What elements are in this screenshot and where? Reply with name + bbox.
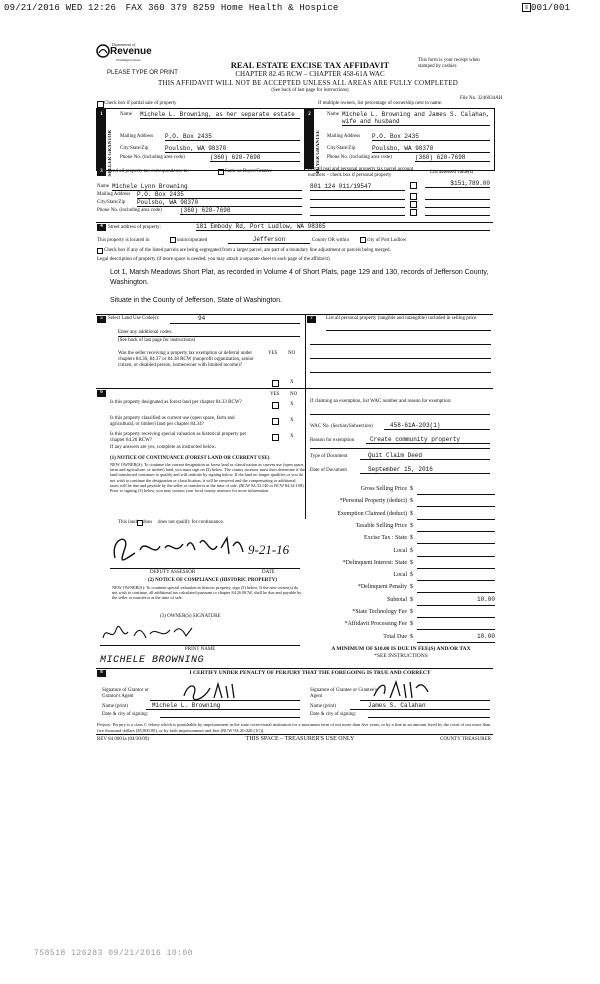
grantee-name: James S. Calahan — [350, 702, 490, 710]
partial-sale-checkbox[interactable] — [97, 101, 104, 108]
same-as-buyer-checkbox[interactable] — [218, 169, 224, 175]
form-chapter: CHAPTER 82.45 RCW – CHAPTER 458-61A WAC — [235, 70, 385, 78]
tax-row-value — [417, 583, 495, 593]
tax-row-label: *Delinquent Interest: State — [342, 559, 407, 566]
seller-city-label: City/State/Zip — [120, 146, 149, 151]
tax-row — [305, 570, 505, 581]
tax-row-value — [417, 485, 495, 495]
section-3-number: 3 — [97, 169, 106, 176]
seller-vertical-label: SELLER GRANTOR — [108, 130, 113, 177]
unincorporated-checkbox[interactable] — [170, 237, 176, 243]
this-land-label: This land — [118, 520, 137, 525]
tax-row-currency: $ — [410, 572, 413, 579]
send-mailing: P.O. Box 2435 — [137, 191, 302, 199]
owner-printed-name: MICHELE BROWNING — [100, 655, 205, 666]
tax-row-value: 10.00 — [417, 596, 495, 606]
additional-codes-label: Enter any additional codes: — [118, 330, 300, 337]
parcel-number: 801 124 011/19547 — [310, 183, 405, 191]
certify-statement: I CERTIFY UNDER PENALTY OF PERJURY THAT THE FOREGOING IS TRUE AND CORRECT — [189, 670, 431, 676]
tax-row — [305, 632, 505, 643]
buyer-name-label: Name — [327, 112, 339, 117]
document-type: Quit Claim Deed — [360, 452, 490, 460]
tax-row-currency: $ — [410, 596, 413, 603]
forest-land-question: Is this property designated as forest land per chapter 84.33 RCW? — [110, 400, 242, 405]
legal-description: Lot 1, Marsh Meadows Short Plat, as recorded in Volume 4 of Short Plats, page 129 and 130, records of Jefferson County, Washington. — [110, 269, 489, 286]
buyer-city: Poulsbo, WA 98370 — [372, 145, 490, 153]
tax-row-label: Local — [393, 547, 407, 554]
notice-continuance-title: (1) NOTICE OF CONTINUANCE (FOREST LAND OR CURRENT USE) — [110, 456, 270, 461]
send-city-label: City/State/Zip — [97, 200, 126, 205]
not-accepted-warning: THIS AFFIDAVIT WILL NOT BE ACCEPTED UNLESS ALL AREAS ARE FULLY COMPLETED — [157, 79, 458, 87]
perjury-statement: Perjury: Perjury is a class C felony which is punishable by imprisonment in the state correctional institution for a maximum term of not more than five years, or by a fine in an amount fixed by the court of not more than five thousand dollars ($5,000.00), or by both imprisonment and fine (RCW 9A.20.020 (1C)). — [97, 722, 491, 733]
notice-continuance-text: NEW OWNER(S): To continue the current designation as forest land or classification as current use (open space, farm and agriculture, or timber) land, you must sign on (3) below. The county assessor must then determine if the land transferred continues to qualify and will indicate by signing below. If the land no longer qualifies or you do not wish to continue the designation or classification, it will be removed and the compensating or additional taxes will be due and payable by the seller or transferor at the time of sale. (RCW 84.33.140 or RCW 84.34.108). Prior to signing (3) below, you may contact your local county assessor for more information. — [110, 462, 305, 494]
tax-row-currency: $ — [410, 621, 413, 628]
assessor-date-label: DATE — [262, 570, 275, 575]
owner-signature — [100, 620, 200, 644]
tax-row-currency: $ — [410, 609, 413, 615]
section6-no: NO — [290, 392, 298, 397]
tax-row-currency: $ — [410, 486, 413, 492]
street-label: Street address of property: — [108, 225, 161, 230]
section-8-number: 8 — [97, 670, 106, 677]
tax-row — [305, 521, 505, 532]
county-or-within: County OR within — [312, 238, 349, 243]
send-phone: (360) 620-7698 — [180, 207, 302, 215]
section5-yes: YES — [268, 351, 278, 356]
doc-type-label: Type of Document — [310, 454, 348, 459]
seller-city: Poulsbo, WA 98370 — [165, 145, 300, 153]
buyer-mailing-label: Mailing Address — [327, 134, 361, 139]
tax-row-label: Taxable Selling Price — [355, 522, 407, 529]
current-use-yes-checkbox[interactable] — [272, 418, 279, 425]
parcel-header: List all real and personal property tax parcel account numbers – check box if personal property — [308, 167, 414, 178]
assessor-sign-date: 9-21-16 — [248, 542, 290, 557]
treasurer-use: THIS SPACE – TREASURER'S USE ONLY — [245, 736, 355, 742]
send-name-label: Name — [97, 184, 109, 189]
logo-line1: Department of — [112, 42, 136, 47]
county-name: Jefferson — [228, 236, 310, 244]
fax-org: Home Health & Hospice — [220, 3, 339, 13]
fax-header — [4, 3, 339, 13]
tax-row-currency: $ — [410, 547, 413, 554]
tax-row-currency: $ — [410, 633, 413, 640]
tax-row-label: Subtotal — [386, 596, 407, 603]
tax-row-value — [417, 547, 495, 557]
legal-situate: Situate in the County of Jefferson, State of Washington. — [110, 297, 282, 304]
exemption-question: Was the seller receiving a property tax exemption or deferral under chapters 84.36, 84.37 or 84.38 RCW (nonprofit organization, senior citizen, or disabled person, homeowner with limited income)? — [118, 351, 254, 368]
grantee-sig-label: Signature of Grantee or Grantee's Agent — [310, 688, 377, 699]
fax-date: 09/21/2016 — [4, 3, 61, 13]
tax-row-label: *Personal Property (deduct) — [339, 498, 407, 505]
tax-row-label: Excise Tax : State — [364, 535, 407, 542]
assessed-header: List assessed value(s) — [430, 170, 474, 175]
county-treasurer: COUNTY TREASURER — [440, 737, 491, 742]
seller-phone: (360) 620-7698 — [210, 154, 300, 162]
parcel-value: $151,789.00 — [425, 180, 490, 188]
seller-mailing: P.O. Box 2435 — [165, 133, 300, 141]
document-date: September 15, 2016 — [360, 466, 490, 474]
buyer-section-bar — [305, 109, 314, 169]
seller-mailing-label: Mailing Address — [120, 134, 154, 139]
logo-line3: Washington State — [116, 58, 141, 62]
wac-number: 458-61A-203(1) — [384, 422, 490, 430]
unincorporated-label: unincorporated — [177, 238, 208, 243]
seller-phone-label: Phone No. (including area code) — [120, 155, 185, 160]
answers-yes-note: If any answers are yes, complete as instructed below. — [110, 445, 217, 450]
tax-row-value — [417, 608, 495, 618]
fax-day: WED — [65, 3, 83, 13]
parcel-personal-checkbox-1[interactable] — [410, 182, 417, 189]
send-tax-label: Send all property tax correspondence to: — [108, 169, 189, 174]
seller-name: Michele L. Browning, as her separate estate — [140, 111, 300, 119]
city-of-label: city of Port Ludlow — [367, 238, 407, 243]
tax-row-value — [417, 571, 495, 581]
tax-row-value — [417, 522, 495, 532]
tax-row-label: Exemption Claimed (deduct) — [337, 510, 407, 517]
tax-row — [305, 484, 505, 495]
section5-answer: X — [290, 380, 294, 385]
seller-section-number: 1 — [100, 112, 103, 117]
grantor-sig-label: Signature of Grantor or Grantor's Agent — [102, 688, 149, 699]
minimum-due-note: A MINIMUM OF $10.00 IS DUE IN FEE(S) AND/OR TAX — [331, 646, 471, 652]
tax-row-currency: $ — [410, 510, 413, 517]
tax-row-value — [417, 620, 495, 630]
legal-description-label: Legal description of property (if more space is needed, you may attach a separate sheet to each page of the affidavit) — [97, 257, 330, 262]
tax-row-label: Total Due — [383, 633, 407, 640]
doc-date-label: Date of Document — [310, 468, 347, 473]
tax-row-label: Gross Selling Price — [360, 486, 407, 492]
tax-row — [305, 496, 505, 507]
land-use-label: Select Land Use Code(s): — [108, 316, 160, 321]
send-city: Poulsbo, WA 98370 — [137, 199, 302, 207]
buyer-section-number: 2 — [308, 112, 311, 117]
grantor-name: Michele L. Browning — [146, 702, 300, 710]
historic-no-mark: X — [290, 434, 294, 439]
fax-page: ≡ 001/001 — [522, 3, 570, 13]
section5-yes-checkbox[interactable] — [272, 380, 279, 387]
tax-row-currency: $ — [410, 535, 413, 542]
street-address: 181 Embody Rd, Port Ludlow, WA 98365 — [196, 223, 490, 231]
seller-section-bar — [97, 109, 106, 169]
personal-property-label: List all personal property (tangible and intangible) included in selling price. — [326, 316, 478, 321]
buyer-phone: (360) 620-7698 — [415, 154, 490, 162]
parcel-personal-checkbox-2[interactable] — [410, 193, 417, 200]
tax-row-label: *Affidavit Processing Fee — [344, 621, 407, 628]
exemption-reason: Create community property — [366, 436, 490, 444]
grantee-name-label: Name (print) — [310, 704, 336, 709]
forest-yes-checkbox[interactable] — [272, 402, 279, 409]
tax-row-value — [417, 559, 495, 569]
form-revision: REV 84 0001a (04/30/09) — [97, 737, 149, 742]
tax-row-label: *State Technology Fee — [352, 609, 407, 615]
grantor-name-label: Name (print) — [102, 704, 128, 709]
tax-row-currency: $ — [410, 498, 413, 505]
file-number: File No. 3246034AH — [460, 96, 503, 101]
tax-row — [305, 546, 505, 557]
tax-row-currency: $ — [410, 559, 413, 566]
tax-row-label: Local — [393, 572, 407, 579]
tax-row-label: *Delinquent Penalty — [357, 584, 407, 591]
print-name-label: PRINT NAME — [185, 647, 216, 652]
land-use-code: 94 — [198, 315, 206, 322]
does-not-label: does not qualify for continuance. — [158, 520, 224, 525]
current-use-no-mark: X — [290, 418, 294, 423]
tax-row — [305, 509, 505, 520]
historic-notice-title: (2) NOTICE OF COMPLIANCE (HISTORIC PROPERTY) — [148, 578, 277, 583]
grantor-date-label: Date & city of signing: — [102, 712, 149, 717]
tax-row — [305, 582, 505, 593]
tax-row — [305, 595, 505, 606]
section-6-number: 6 — [97, 390, 106, 397]
tax-row — [305, 607, 505, 618]
see-back-instructions: (See back of last page for instructions) — [271, 88, 349, 93]
see-instructions-note: *SEE INSTRUCTIONS — [374, 653, 428, 659]
fax-time: 12:26 — [88, 3, 117, 13]
buyer-phone-label: Phone No. (including area code) — [327, 155, 392, 160]
section5-no: NO — [288, 351, 296, 356]
located-label: This property is located in — [97, 238, 150, 243]
parcel-personal-checkbox-3[interactable] — [410, 201, 417, 208]
tax-row — [305, 533, 505, 544]
historic-yes-checkbox[interactable] — [272, 434, 279, 441]
section6-yes: YES — [270, 392, 280, 397]
section-7-number: 7 — [307, 316, 316, 323]
form-title: REAL ESTATE EXCISE TAX AFFIDAVIT — [230, 60, 390, 70]
tax-row-currency: $ — [410, 584, 413, 591]
section-4-number: 4 — [97, 224, 106, 231]
tax-row-value — [417, 510, 495, 520]
partial-sale-label: Check box if partial sale of property — [104, 101, 177, 106]
please-type: PLEASE TYPE OR PRINT — [107, 70, 178, 76]
same-as-buyer-label: Same as Buyer/Grantee — [225, 169, 273, 174]
grantor-signature — [180, 680, 250, 702]
parcel-personal-checkbox-4[interactable] — [410, 209, 417, 216]
seller-name-label: Name — [120, 112, 132, 117]
reason-label: Reason for exemption — [310, 438, 355, 443]
fax-page-number: 001/001 — [531, 3, 571, 13]
multiple-owners-note: If multiple owners, list percentage of ownership next to name. — [318, 101, 443, 106]
receipt-note: This form is your receipt when stamped by cashier. — [418, 58, 480, 69]
send-phone-label: Phone No. (including area code) — [97, 208, 162, 213]
wac-label: WAC No. (Section/Subsection) — [310, 424, 373, 429]
segregated-checkbox[interactable] — [97, 248, 103, 254]
tax-row-value — [417, 497, 495, 507]
section-5-number: 5 — [97, 316, 106, 323]
logo-icon — [96, 44, 110, 58]
exemption-claim-label: If claiming an exemption, list WAC number and reason for exemption: — [310, 399, 452, 404]
grantee-signature — [370, 678, 440, 702]
buyer-city-label: City/State/Zip — [327, 146, 356, 151]
logo-name: Revenue — [110, 46, 152, 57]
tax-row-currency: $ — [410, 522, 413, 529]
segregated-label: Check box if any of the listed parcels are being segregated from a larger parcel, are part of a boundary line adjustment or parcels being merged. — [104, 248, 391, 253]
tax-row — [305, 558, 505, 569]
fax-number: FAX 360 379 8259 — [125, 3, 216, 13]
buyer-vertical-label: BUYER GRANTEE — [316, 130, 321, 174]
section5-see-back: (See back of last page for instructions) — [118, 338, 196, 343]
deputy-assessor-label: DEPUTY ASSESSOR — [150, 570, 196, 575]
historic-notice-text: NEW OWNER(S): To continue special valuation as historic property, sign (3) below. If the new owner(s) do not wish to continue, all additional tax calculated pursuant to chapter 84.26 RCW, shall be due and payable by the seller or transferor at the time of sale. — [112, 585, 302, 601]
tax-row-value: 10.00 — [417, 633, 495, 643]
tax-row — [305, 619, 505, 630]
send-mailing-label: Mailing Address — [97, 192, 131, 197]
city-checkbox[interactable] — [360, 237, 366, 243]
buyer-mailing: P.O. Box 2435 — [372, 133, 490, 141]
grantee-date-label: Date & city of signing: — [310, 712, 357, 717]
forest-no-mark: X — [290, 402, 294, 407]
current-use-question: Is this property classified as current use (open space, farm and agricultural, or timber) land per chapter 84.34? — [110, 416, 235, 427]
send-name: Michele Lynn Browning — [112, 183, 302, 191]
recording-stamp: 758518 126283 09/21/2016 10:00 — [34, 949, 194, 958]
tax-row-value — [417, 534, 495, 544]
historic-question: Is this property receiving special valuation as historical property per chapter 84.26 RCW? — [110, 432, 247, 443]
buyer-name: Michele L. Browning and James S. Calahan, wife and husband — [342, 111, 490, 125]
owner-signature-label: (3) OWNER(S) SIGNATURE — [160, 614, 221, 619]
does-label: does — [143, 520, 153, 525]
